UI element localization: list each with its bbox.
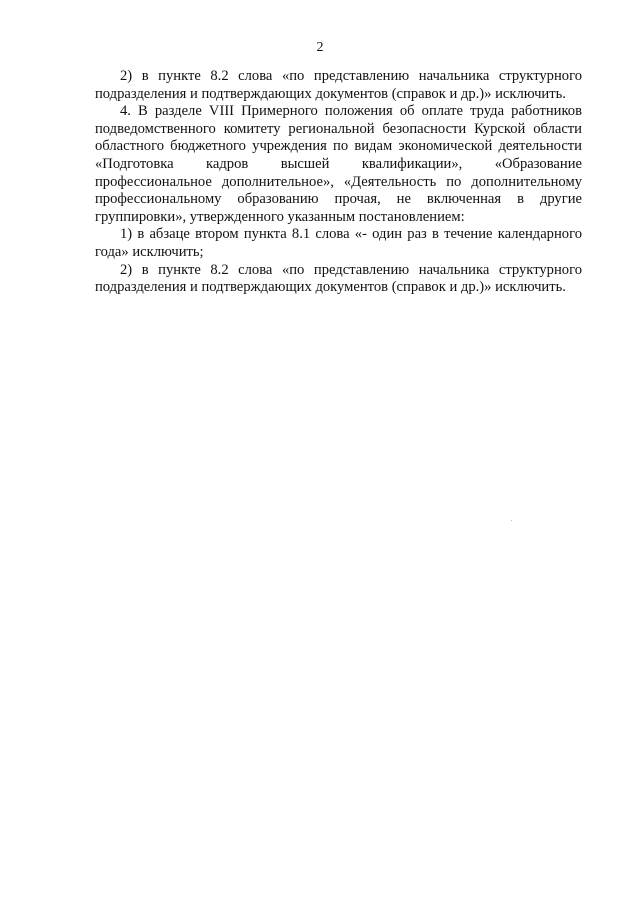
paragraph-item-1-clause-8-1: 1) в абзаце втором пункта 8.1 слова «- один раз в течение календарного года» исключить; — [95, 226, 582, 260]
paragraph-item-2-clause-8-2-repeat: 2) в пункте 8.2 слова «по представлению начальника структурного подразделения и подтверждающих документов (справок и др.)» исключить. — [95, 261, 582, 296]
page-number: 2 — [316, 40, 324, 55]
scan-speck — [511, 520, 512, 521]
paragraph-item-2-clause-8-2: 2) в пункте 8.2 слова «по представлению начальника структурного подразделения и подтверждающих документов (справок и др.)» исключить. — [95, 68, 582, 102]
document-body — [95, 68, 582, 297]
paragraph-section-4-heading: 4. В разделе VIII Примерного положения об оплате труда работников подведомственного комитету региональной безопасности Курской области областного бюджетного учреждения по видам экономической деятельности «Подготовка кадров высшей квалификации», «Образование профессиональное дополнительное», «Деятельность по дополнительному профессиональному образованию прочая, не включенная в другие группировки», утвержденного указанным постановлением: — [95, 103, 582, 225]
